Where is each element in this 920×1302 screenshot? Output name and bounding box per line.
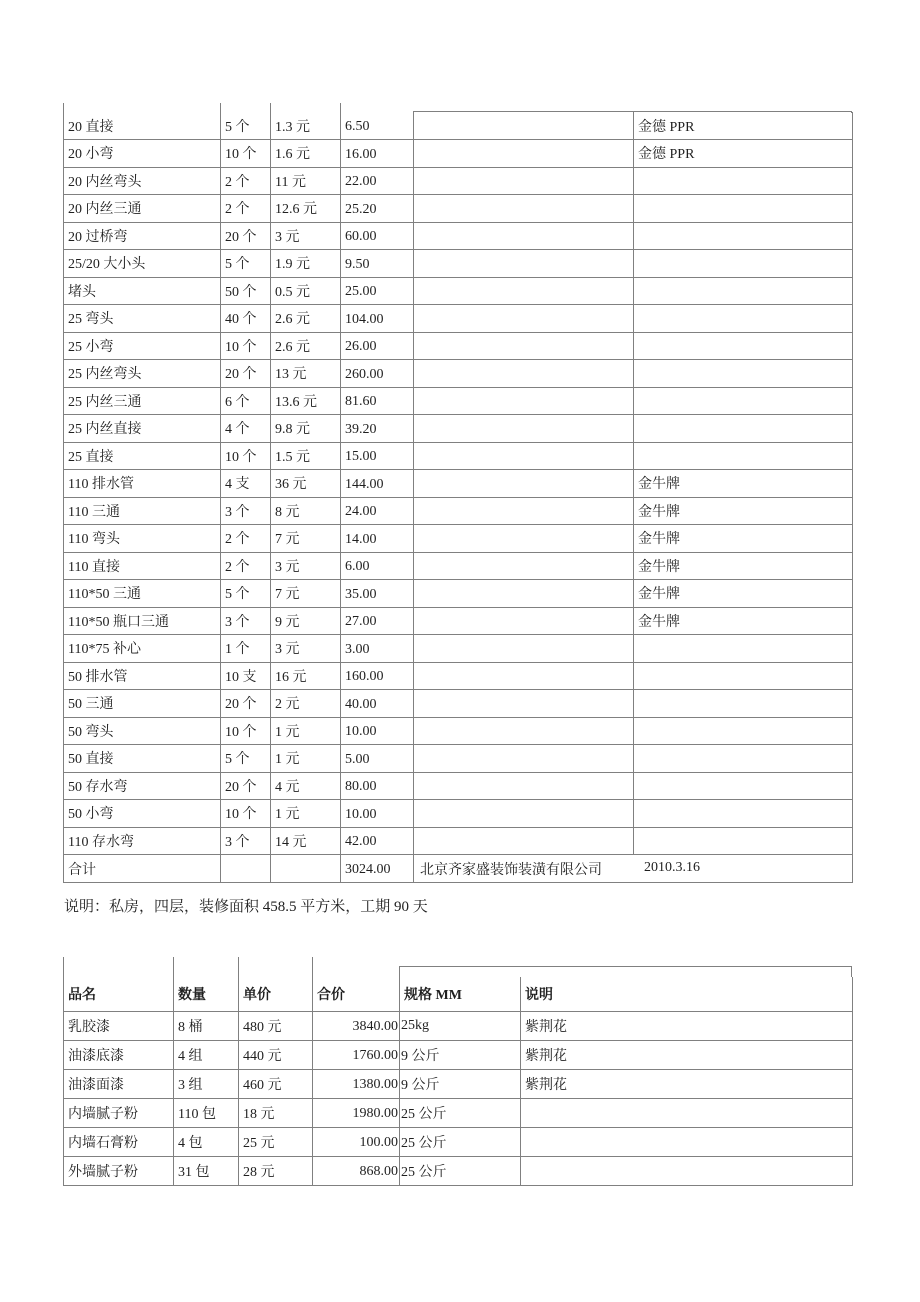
unit-price-cell: 7 元: [271, 525, 341, 553]
table-row: [64, 580, 853, 608]
quantity-cell: 5 个: [221, 745, 271, 773]
unit-price-cell: 480 元: [239, 1011, 313, 1040]
brand-cell: [634, 442, 853, 470]
amount-cell: 3840.00: [313, 1011, 400, 1040]
unit-price-cell: 2 元: [271, 690, 341, 718]
empty-cell: [414, 140, 634, 168]
unit-price-cell: 1 元: [271, 800, 341, 828]
amount-cell: 3.00: [341, 635, 414, 663]
empty-cell: [414, 497, 634, 525]
item-name-cell: 25 内丝三通: [64, 387, 221, 415]
table-row: [64, 772, 853, 800]
table-row: [64, 1011, 853, 1040]
unit-price-cell: 36 元: [271, 470, 341, 498]
spec-cell: 25 公斤: [400, 1156, 521, 1185]
brand-cell: [634, 800, 853, 828]
quantity-cell: 6 个: [221, 387, 271, 415]
table-row: [64, 277, 853, 305]
unit-price-cell: 16 元: [271, 662, 341, 690]
item-name-cell: 25 直接: [64, 442, 221, 470]
brand-cell: 金牛牌: [634, 552, 853, 580]
company-date-cell: [414, 855, 853, 883]
amount-cell: 26.00: [341, 332, 414, 360]
table-row: [64, 1040, 853, 1069]
amount-cell: 1980.00: [313, 1098, 400, 1127]
unit-price-cell: 13 元: [271, 360, 341, 388]
item-name-cell: 110*50 瓶口三通: [64, 607, 221, 635]
quantity-cell: 1 个: [221, 635, 271, 663]
unit-price-cell: 3 元: [271, 222, 341, 250]
item-name-cell: 110 三通: [64, 497, 221, 525]
quantity-cell: 2 个: [221, 167, 271, 195]
table-row: [64, 662, 853, 690]
empty-cell: [414, 690, 634, 718]
page-break-border-artifact: [173, 957, 174, 977]
item-name-cell: 25 小弯: [64, 332, 221, 360]
empty-cell: [414, 580, 634, 608]
unit-price-cell: 9 元: [271, 607, 341, 635]
unit-price-cell: 1 元: [271, 717, 341, 745]
table-row: [64, 442, 853, 470]
quantity-cell: 10 个: [221, 140, 271, 168]
total-label-cell: 合计: [64, 855, 221, 883]
page-break-border-artifact: [851, 966, 852, 977]
empty-cell: [414, 525, 634, 553]
unit-price-cell: 28 元: [239, 1156, 313, 1185]
empty-cell: [414, 387, 634, 415]
quantity-cell: 4 组: [174, 1040, 239, 1069]
item-name-cell: 堵头: [64, 277, 221, 305]
quantity-cell: 10 个: [221, 332, 271, 360]
empty-cell: [414, 662, 634, 690]
empty-cell: [414, 745, 634, 773]
brand-cell: [634, 195, 853, 223]
page-break-border-artifact: [238, 957, 239, 977]
amount-cell: 80.00: [341, 772, 414, 800]
total-amount-cell: 3024.00: [341, 855, 414, 883]
table-row: [64, 195, 853, 223]
empty-cell: [414, 607, 634, 635]
amount-cell: 144.00: [341, 470, 414, 498]
brand-cell: 金德 PPR: [634, 140, 853, 168]
empty-cell: [271, 855, 341, 883]
table-row: [64, 250, 853, 278]
table-row: [64, 607, 853, 635]
header-spec: 规格 MM: [400, 977, 521, 1011]
unit-price-cell: 8 元: [271, 497, 341, 525]
empty-cell: [414, 415, 634, 443]
item-name-cell: 110*50 三通: [64, 580, 221, 608]
amount-cell: 42.00: [341, 827, 414, 855]
amount-cell: 25.00: [341, 277, 414, 305]
unit-price-cell: 11 元: [271, 167, 341, 195]
table-row: [64, 360, 853, 388]
brand-cell: [634, 415, 853, 443]
item-name-cell: 20 直接: [64, 112, 221, 140]
amount-cell: 24.00: [341, 497, 414, 525]
brand-cell: [634, 250, 853, 278]
page-break-border-artifact: [413, 111, 414, 113]
brand-cell: [634, 827, 853, 855]
spec-cell: 9 公斤: [400, 1040, 521, 1069]
amount-cell: 104.00: [341, 305, 414, 333]
quantity-cell: 4 包: [174, 1127, 239, 1156]
table-row: [64, 1098, 853, 1127]
unit-price-cell: 1 元: [271, 745, 341, 773]
brand-cell: 金牛牌: [634, 607, 853, 635]
item-name-cell: 110 排水管: [64, 470, 221, 498]
item-name-cell: 25 内丝直接: [64, 415, 221, 443]
empty-cell: [221, 855, 271, 883]
empty-cell: [414, 305, 634, 333]
empty-cell: [414, 717, 634, 745]
item-name-cell: 25/20 大小头: [64, 250, 221, 278]
item-name-cell: 内墙石膏粉: [64, 1127, 174, 1156]
item-name-cell: 25 弯头: [64, 305, 221, 333]
quantity-cell: 110 包: [174, 1098, 239, 1127]
unit-price-cell: 1.5 元: [271, 442, 341, 470]
paint-materials-table: [63, 977, 853, 1186]
header-unit-price: 单价: [239, 977, 313, 1011]
empty-cell: [414, 470, 634, 498]
table-row: [64, 112, 853, 140]
item-name-cell: 50 三通: [64, 690, 221, 718]
item-name-cell: 20 内丝三通: [64, 195, 221, 223]
amount-cell: 27.00: [341, 607, 414, 635]
empty-cell: [414, 167, 634, 195]
brand-cell: [634, 635, 853, 663]
spec-cell: 25 公斤: [400, 1127, 521, 1156]
empty-cell: [414, 222, 634, 250]
empty-cell: [414, 635, 634, 663]
amount-cell: 10.00: [341, 800, 414, 828]
quantity-cell: 10 个: [221, 717, 271, 745]
quantity-cell: 50 个: [221, 277, 271, 305]
amount-cell: 25.20: [341, 195, 414, 223]
quantity-cell: 2 个: [221, 525, 271, 553]
empty-cell: [414, 772, 634, 800]
quantity-cell: 31 包: [174, 1156, 239, 1185]
quantity-cell: 3 个: [221, 497, 271, 525]
unit-price-cell: 18 元: [239, 1098, 313, 1127]
amount-cell: 5.00: [341, 745, 414, 773]
table-row: [64, 415, 853, 443]
page-break-border-artifact: [399, 966, 400, 977]
amount-cell: 60.00: [341, 222, 414, 250]
item-name-cell: 110 存水弯: [64, 827, 221, 855]
spec-cell: 25kg: [400, 1011, 521, 1040]
quantity-cell: 3 个: [221, 607, 271, 635]
empty-cell: [414, 800, 634, 828]
empty-cell: [414, 827, 634, 855]
brand-cell: [634, 717, 853, 745]
header-item-name: 品名: [64, 977, 174, 1011]
unit-price-cell: 3 元: [271, 552, 341, 580]
table-row: [64, 140, 853, 168]
item-name-cell: 外墙腻子粉: [64, 1156, 174, 1185]
amount-cell: 15.00: [341, 442, 414, 470]
table-row: [64, 332, 853, 360]
brand-cell: 金牛牌: [634, 580, 853, 608]
empty-cell: [414, 195, 634, 223]
brand-cell: [634, 167, 853, 195]
description-cell: 紫荆花: [521, 1069, 853, 1098]
page-break-border-artifact: [270, 103, 271, 112]
amount-cell: 160.00: [341, 662, 414, 690]
amount-cell: 6.00: [341, 552, 414, 580]
brand-cell: [634, 662, 853, 690]
empty-cell: [414, 552, 634, 580]
empty-cell: [414, 112, 634, 140]
table-row: [64, 717, 853, 745]
quantity-cell: 2 个: [221, 195, 271, 223]
amount-cell: 9.50: [341, 250, 414, 278]
quantity-cell: 5 个: [221, 250, 271, 278]
table-row: [64, 1127, 853, 1156]
brand-cell: [634, 277, 853, 305]
item-name-cell: 110 弯头: [64, 525, 221, 553]
amount-cell: 35.00: [341, 580, 414, 608]
amount-cell: 39.20: [341, 415, 414, 443]
amount-cell: 14.00: [341, 525, 414, 553]
item-name-cell: 乳胶漆: [64, 1011, 174, 1040]
amount-cell: 81.60: [341, 387, 414, 415]
table-row: [64, 305, 853, 333]
unit-price-cell: 1.3 元: [271, 112, 341, 140]
brand-cell: [634, 387, 853, 415]
table-row: [64, 1156, 853, 1185]
spec-cell: 25 公斤: [400, 1098, 521, 1127]
unit-price-cell: 2.6 元: [271, 305, 341, 333]
total-row: [64, 855, 853, 883]
description-cell: 紫荆花: [521, 1011, 853, 1040]
item-name-cell: 内墙腻子粉: [64, 1098, 174, 1127]
table-row: [64, 167, 853, 195]
company-name: 北京齐家盛装饰装潢有限公司: [420, 862, 602, 878]
brand-cell: 金德 PPR: [634, 112, 853, 140]
page-break-border-artifact: [220, 103, 221, 112]
page-break-border-artifact: [63, 957, 64, 977]
brand-cell: [634, 690, 853, 718]
quantity-cell: 20 个: [221, 772, 271, 800]
unit-price-cell: 25 元: [239, 1127, 313, 1156]
pipe-fittings-table: [63, 112, 853, 883]
header-desc: 说明: [521, 977, 853, 1011]
brand-cell: [634, 305, 853, 333]
quantity-cell: 2 个: [221, 552, 271, 580]
brand-cell: [634, 772, 853, 800]
unit-price-cell: 460 元: [239, 1069, 313, 1098]
unit-price-cell: 440 元: [239, 1040, 313, 1069]
empty-cell: [414, 250, 634, 278]
quantity-cell: 20 个: [221, 690, 271, 718]
table-row: [64, 635, 853, 663]
total-date: 2010.3.16: [644, 860, 700, 875]
item-name-cell: 110*75 补心: [64, 635, 221, 663]
item-name-cell: 50 弯头: [64, 717, 221, 745]
table-row: [64, 690, 853, 718]
page-break-border-artifact: [340, 103, 341, 112]
item-name-cell: 110 直接: [64, 552, 221, 580]
brand-cell: [634, 332, 853, 360]
description-cell: [521, 1156, 853, 1185]
page-break-border-artifact: [312, 957, 313, 977]
item-name-cell: 20 内丝弯头: [64, 167, 221, 195]
quantity-cell: 20 个: [221, 360, 271, 388]
brand-cell: [634, 745, 853, 773]
item-name-cell: 50 小弯: [64, 800, 221, 828]
item-name-cell: 50 存水弯: [64, 772, 221, 800]
quantity-cell: 3 组: [174, 1069, 239, 1098]
quantity-cell: 5 个: [221, 112, 271, 140]
unit-price-cell: 1.6 元: [271, 140, 341, 168]
amount-cell: 1760.00: [313, 1040, 400, 1069]
quantity-cell: 4 支: [221, 470, 271, 498]
brand-cell: 金牛牌: [634, 497, 853, 525]
item-name-cell: 20 小弯: [64, 140, 221, 168]
item-name-cell: 油漆面漆: [64, 1069, 174, 1098]
table-row: [64, 387, 853, 415]
unit-price-cell: 9.8 元: [271, 415, 341, 443]
amount-cell: 868.00: [313, 1156, 400, 1185]
amount-cell: 1380.00: [313, 1069, 400, 1098]
quantity-cell: 10 个: [221, 442, 271, 470]
item-name-cell: 50 排水管: [64, 662, 221, 690]
note-line: 说明：私房，四层，装修面积 458.5 平方米，工期 90 天: [64, 899, 428, 915]
table-row: [64, 552, 853, 580]
page-break-border-artifact: [413, 111, 852, 112]
unit-price-cell: 3 元: [271, 635, 341, 663]
quantity-cell: 10 个: [221, 800, 271, 828]
amount-cell: 6.50: [341, 112, 414, 140]
unit-price-cell: 2.6 元: [271, 332, 341, 360]
quantity-cell: 10 支: [221, 662, 271, 690]
brand-cell: [634, 360, 853, 388]
quantity-cell: 3 个: [221, 827, 271, 855]
amount-cell: 16.00: [341, 140, 414, 168]
header-quantity: 数量: [174, 977, 239, 1011]
description-cell: 紫荆花: [521, 1040, 853, 1069]
unit-price-cell: 1.9 元: [271, 250, 341, 278]
quantity-cell: 5 个: [221, 580, 271, 608]
quantity-cell: 8 桶: [174, 1011, 239, 1040]
unit-price-cell: 14 元: [271, 827, 341, 855]
description-cell: [521, 1098, 853, 1127]
page-break-border-artifact: [63, 103, 64, 112]
amount-cell: 10.00: [341, 717, 414, 745]
table-row: [64, 800, 853, 828]
amount-cell: 100.00: [313, 1127, 400, 1156]
quantity-cell: 40 个: [221, 305, 271, 333]
table-row: [64, 497, 853, 525]
page-break-border-artifact: [851, 111, 852, 113]
quantity-cell: 20 个: [221, 222, 271, 250]
item-name-cell: 50 直接: [64, 745, 221, 773]
empty-cell: [414, 277, 634, 305]
empty-cell: [414, 442, 634, 470]
empty-cell: [414, 360, 634, 388]
table-row: [64, 525, 853, 553]
page-break-border-artifact: [399, 966, 852, 967]
item-name-cell: 20 过桥弯: [64, 222, 221, 250]
unit-price-cell: 4 元: [271, 772, 341, 800]
header-amount: 合价: [313, 977, 400, 1011]
amount-cell: 22.00: [341, 167, 414, 195]
unit-price-cell: 0.5 元: [271, 277, 341, 305]
item-name-cell: 油漆底漆: [64, 1040, 174, 1069]
empty-cell: [414, 332, 634, 360]
unit-price-cell: 7 元: [271, 580, 341, 608]
amount-cell: 260.00: [341, 360, 414, 388]
brand-cell: [634, 222, 853, 250]
table-row: [64, 470, 853, 498]
description-cell: [521, 1127, 853, 1156]
table-row: [64, 827, 853, 855]
item-name-cell: 25 内丝弯头: [64, 360, 221, 388]
table-row: [64, 745, 853, 773]
unit-price-cell: 12.6 元: [271, 195, 341, 223]
quantity-cell: 4 个: [221, 415, 271, 443]
amount-cell: 40.00: [341, 690, 414, 718]
spec-cell: 9 公斤: [400, 1069, 521, 1098]
table-row: [64, 1069, 853, 1098]
brand-cell: 金牛牌: [634, 470, 853, 498]
table-row: [64, 222, 853, 250]
unit-price-cell: 13.6 元: [271, 387, 341, 415]
brand-cell: 金牛牌: [634, 525, 853, 553]
header-row: [64, 977, 853, 1011]
